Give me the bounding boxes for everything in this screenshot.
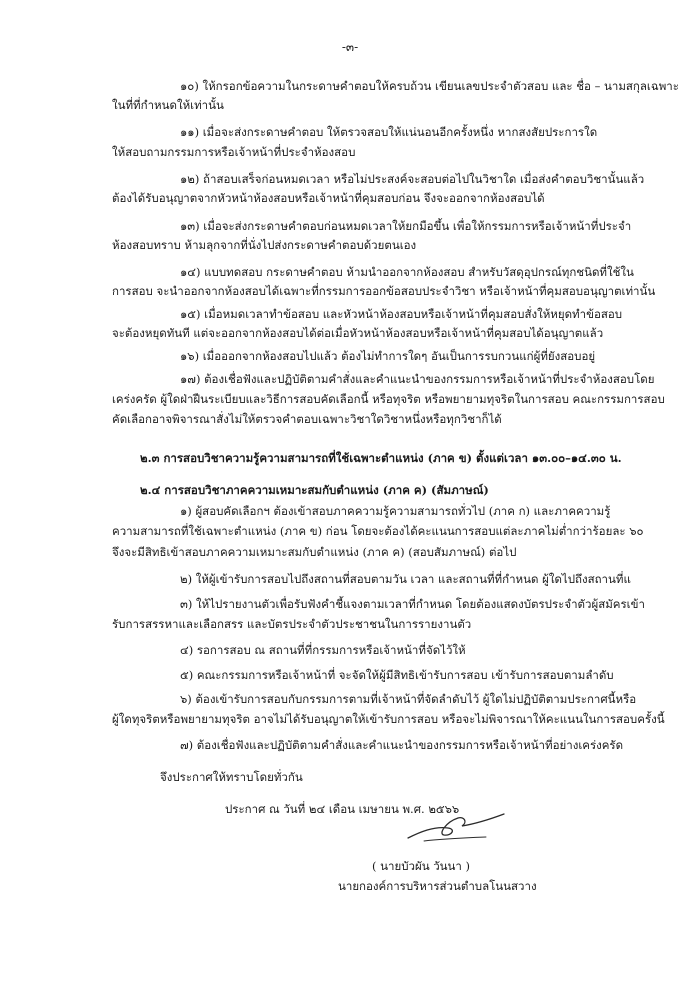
page-number: -๓- <box>341 40 359 54</box>
item-11-line-1: ๑๑) เมื่อจะส่งกระดาษคำตอบ ให้ตรวจสอบให้แน่นอนอีกครั้งหนึ่ง หากสงสัยประการใด <box>180 125 598 139</box>
date-line: ประกาศ ณ วันที่ ๒๔ เดือน เมษายน พ.ศ. ๒๕๖๖ <box>225 802 460 816</box>
item-10-line-1: ๑๐) ให้กรอกข้อความในกระดาษคำตอบให้ครบถ้วน เขียนเลขประจำตัวสอบ และ ชื่อ – นามสกุลเฉพาะ <box>180 79 679 93</box>
item-13-line-2: ห้องสอบทราบ ห้ามลุกจากที่นั่งไปส่งกระดาษคำตอบด้วยตนเอง <box>112 238 417 252</box>
section-2-3-heading: ๒.๓ การสอบวิชาความรู้ความสามารถที่ใช้เฉพาะตำแหน่ง (ภาค ข) ตั้งแต่เวลา ๑๓.๐๐–๑๔.๓๐ น. <box>140 451 622 465</box>
b-item-3-line-2: รับการสรรหาและเลือกสรร และบัตรประจำตัวประชาชนในการรายงานตัว <box>112 617 472 631</box>
announce-line: จึงประกาศให้ทราบโดยทั่วกัน <box>160 770 303 784</box>
b-item-6-line-2: ผู้ใดทุจริตหรือพยายามทุจริต อาจไม่ได้รับอนุญาตให้เข้ารับการสอบ หรือจะไม่พิจารณาให้คะแนนในการสอบครั้งนี้ <box>112 712 665 726</box>
b-item-1-line-2: ความสามารถที่ใช้เฉพาะตำแหน่ง (ภาค ข) ก่อน โดยจะต้องได้คะแนนการสอบแต่ละภาคไม่ต่ำกว่าร้อยละ ๖๐ <box>112 524 644 538</box>
b-item-7-line-1: ๗) ต้องเชื่อฟังและปฏิบัติตามคำสั่งและคำแนะนำของกรรมการหรือเจ้าหน้าที่อย่างเคร่งครัด <box>180 738 624 752</box>
b-item-6-line-1: ๖) ต้องเข้ารับการสอบกับกรรมการตามที่เจ้าหน้าที่จัดลำดับไว้ ผู้ใดไม่ปฏิบัติตามประกาศนี้หรือ <box>180 692 637 706</box>
b-item-5-line-1: ๕) คณะกรรมการหรือเจ้าหน้าที่ จะจัดให้ผู้มีสิทธิเข้ารับการสอบ เข้ารับการสอบตามลำดับ <box>180 668 614 682</box>
item-16-line-1: ๑๖) เมื่อออกจากห้องสอบไปแล้ว ต้องไม่ทำการใดๆ อันเป็นการรบกวนแก่ผู้ที่ยังสอบอยู่ <box>180 349 596 363</box>
item-17-line-2: เคร่งครัด ผู้ใดฝ่าฝืนระเบียบและวิธีการสอบคัดเลือกนี้ หรือทุจริต หรือพยายามทุจริตในการสอบ คณะกรรมการสอบ <box>112 392 665 406</box>
b-item-2-line-1: ๒) ให้ผู้เข้ารับการสอบไปถึงสถานที่สอบตามวัน เวลา และสถานที่ที่กำหนด ผู้ใดไปถึงสถานที่แ <box>180 572 631 586</box>
item-14-line-1: ๑๔) แบบทดสอบ กระดาษคำตอบ ห้ามนำออกจากห้องสอบ สำหรับวัสดุอุปกรณ์ทุกชนิดที่ใช้ใน <box>180 265 634 279</box>
item-11-line-2: ให้สอบถามกรรมการหรือเจ้าหน้าที่ประจำห้องสอบ <box>112 145 356 159</box>
b-item-4-line-1: ๔) รอการสอบ ณ สถานที่ที่กรรมการหรือเจ้าหน้าที่จัดไว้ให้ <box>180 643 466 657</box>
signer-name: ( นายบัวผัน วันนา ) <box>372 859 470 873</box>
item-10-line-2: ในที่ที่กำหนดให้เท่านั้น <box>112 98 224 112</box>
b-item-1-line-1: ๑) ผู้สอบคัดเลือกฯ ต้องเข้าสอบภาคความรู้ความสามารถทั่วไป (ภาค ก) และภาคความรู้ <box>180 504 611 518</box>
signature <box>400 808 510 846</box>
section-2-4-heading: ๒.๔ การสอบวิชาภาคความเหมาะสมกับตำแหน่ง (ภาค ค) (สัมภาษณ์) <box>140 483 489 497</box>
b-item-3-line-1: ๓) ให้ไปรายงานตัวเพื่อรับฟังคำชี้แจงตามเวลาที่กำหนด โดยต้องแสดงบัตรประจำตัวผู้สมัครเข้า <box>180 597 645 611</box>
item-15-line-2: จะต้องหยุดทันที แต่จะออกจากห้องสอบได้ต่อเมื่อหัวหน้าห้องสอบหรือเจ้าหน้าที่คุมสอบได้อนุญาตแล้ว <box>112 326 604 340</box>
item-17-line-1: ๑๗) ต้องเชื่อฟังและปฏิบัติตามคำสั่งและคำแนะนำของกรรมการหรือเจ้าหน้าที่ประจำห้องสอบโดย <box>180 372 655 386</box>
item-14-line-2: การสอบ จะนำออกจากห้องสอบได้เฉพาะที่กรรมการออกข้อสอบประจำวิชา หรือเจ้าหน้าที่คุมสอบอนุญาตเท่านั้น <box>112 284 656 298</box>
item-17-line-3: คัดเลือกอาจพิจารณาสั่งไม่ให้ตรวจคำตอบเฉพาะวิชาใดวิชาหนึ่งหรือทุกวิชาก็ได้ <box>112 412 502 426</box>
b-item-1-line-3: จึงจะมีสิทธิเข้าสอบภาคความเหมาะสมกับตำแหน่ง (ภาค ค) (สอบสัมภาษณ์) ต่อไป <box>112 545 517 559</box>
item-12-line-1: ๑๒) ถ้าสอบเสร็จก่อนหมดเวลา หรือไม่ประสงค์จะสอบต่อไปในวิชาใด เมื่อส่งคำตอบวิชานั้นแล้ว <box>180 172 645 186</box>
item-13-line-1: ๑๓) เมื่อจะส่งกระดาษคำตอบก่อนหมดเวลาให้ยกมือขึ้น เพื่อให้กรรมการหรือเจ้าหน้าที่ประจำ <box>180 219 632 233</box>
item-15-line-1: ๑๕) เมื่อหมดเวลาทำข้อสอบ และหัวหน้าห้องสอบหรือเจ้าหน้าที่คุมสอบสั่งให้หยุดทำข้อสอบ <box>180 307 623 321</box>
item-12-line-2: ต้องได้รับอนุญาตจากหัวหน้าห้องสอบหรือเจ้าหน้าที่คุมสอบก่อน จึงจะออกจากห้องสอบได้ <box>112 191 545 205</box>
signer-title: นายกองค์การบริหารส่วนตำบลโนนสวาง <box>338 879 537 893</box>
